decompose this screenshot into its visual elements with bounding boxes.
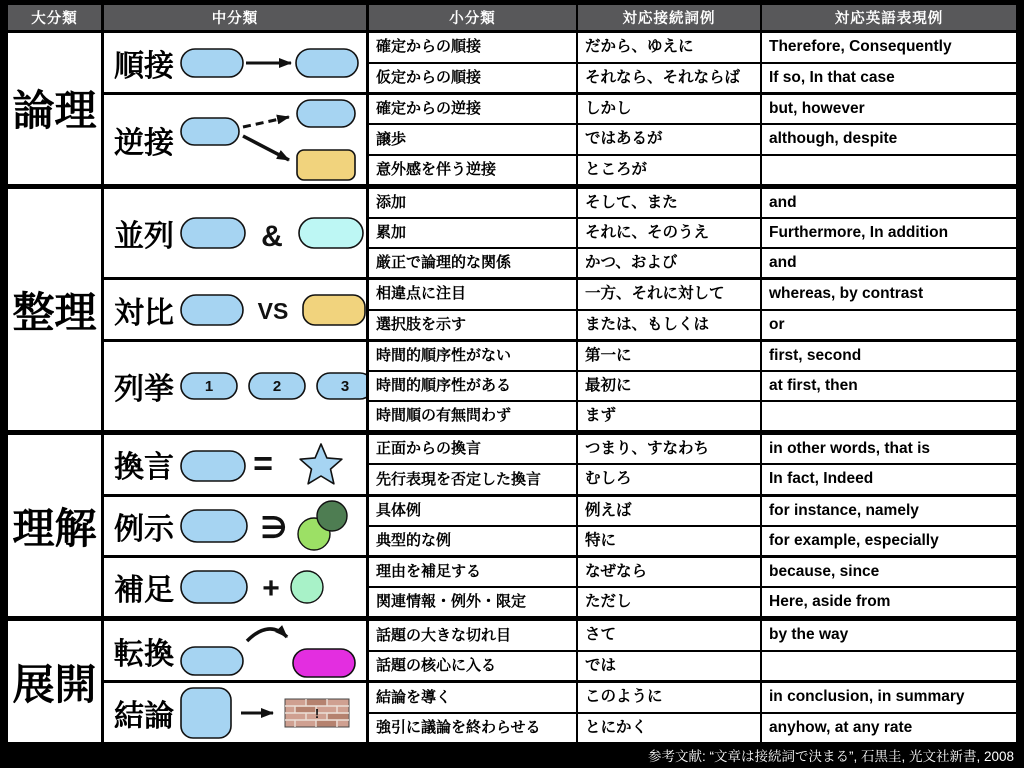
sub-rows [369, 621, 1016, 680]
svg-text:∋: ∋ [260, 511, 288, 545]
table-row [369, 621, 1016, 649]
conjunction-examples-cell: とにかく [578, 714, 760, 742]
sub-rows [369, 280, 1016, 339]
middle-category-cell [104, 435, 366, 493]
conjunction-examples-cell: では [578, 652, 760, 680]
table-row [369, 683, 1016, 711]
conjunction-examples-cell: ただし [578, 588, 760, 616]
english-expressions-cell: whereas, by contrast [762, 280, 1016, 308]
table-row [369, 435, 1016, 463]
conclusion-wall-holder [179, 685, 366, 741]
topic-shift-holder [179, 623, 364, 679]
english-expressions-cell: anyhow, at any rate [762, 714, 1016, 742]
major-category-cell: 理解 [8, 435, 101, 616]
english-expressions-cell: Therefore, Consequently [762, 33, 1016, 62]
major-category-cell: 整理 [8, 189, 101, 430]
minor-category-cell: 累加 [369, 219, 576, 247]
table-row [369, 95, 1016, 123]
category-group [104, 683, 1016, 742]
header-cell: 対応接続詞例 [578, 5, 760, 30]
minor-category-cell: 関連情報・例外・限定 [369, 588, 576, 616]
minor-category-cell: 添加 [369, 189, 576, 217]
english-expressions-cell: and [762, 249, 1016, 277]
table-row [369, 249, 1016, 277]
sequence-arrow-holder [179, 42, 361, 84]
middle-category-label: 対比 [114, 296, 174, 330]
sub-rows [369, 189, 1016, 277]
english-expressions-cell [762, 156, 1016, 184]
header-cell: 中分類 [104, 5, 366, 30]
numbered-list-diagram [179, 370, 366, 402]
brick-wall-icon [285, 699, 349, 727]
middle-category-groups [104, 621, 1016, 742]
equals-star-diagram [179, 440, 364, 488]
topic-shift-diagram [179, 623, 364, 679]
parallel-ampersand-diagram [179, 211, 366, 255]
middle-category-cell [104, 280, 366, 339]
english-expressions-cell [762, 652, 1016, 680]
plus-circle-holder [179, 565, 361, 609]
table-row [369, 497, 1016, 525]
english-expressions-cell: at first, then [762, 372, 1016, 400]
svg-text:+: + [262, 572, 280, 606]
svg-text:=: = [253, 445, 273, 484]
minor-category-cell: 具体例 [369, 497, 576, 525]
minor-category-cell: 話題の核心に入る [369, 652, 576, 680]
middle-category-groups [104, 33, 1016, 184]
equals-star-holder [179, 440, 364, 488]
conjunction-examples-cell: 最初に [578, 372, 760, 400]
minor-category-cell: 正面からの換言 [369, 435, 576, 463]
category-group [104, 95, 1016, 184]
table-row [369, 33, 1016, 62]
category-group [104, 189, 1016, 277]
table-row [369, 558, 1016, 586]
sub-rows [369, 497, 1016, 555]
middle-category-label: 換言 [114, 451, 174, 485]
conjunction-examples-cell: 一方、それに対して [578, 280, 760, 308]
middle-category-cell [104, 189, 366, 277]
minor-category-cell: 相違点に注目 [369, 280, 576, 308]
conjunction-examples-cell: かつ、および [578, 249, 760, 277]
section [8, 435, 1016, 616]
table-row [369, 311, 1016, 339]
contrast-branch-holder [179, 96, 361, 184]
conjunction-examples-cell: それなら、それならば [578, 64, 760, 93]
svg-text:3: 3 [340, 378, 350, 396]
conjunction-examples-cell: それに、そのうえ [578, 219, 760, 247]
svg-text:!: ! [314, 705, 320, 721]
conjunction-examples-cell: ではあるが [578, 125, 760, 153]
table-row [369, 125, 1016, 153]
conjunction-examples-cell: だから、ゆえに [578, 33, 760, 62]
numbered-list-holder [179, 370, 366, 402]
table-row [369, 189, 1016, 217]
conjunction-examples-cell: または、もしくは [578, 311, 760, 339]
conjunction-examples-cell: このように [578, 683, 760, 711]
middle-category-cell [104, 95, 366, 184]
category-group [104, 280, 1016, 339]
minor-category-cell: 強引に議論を終わらせる [369, 714, 576, 742]
plus-circle-diagram [179, 565, 361, 609]
middle-category-label: 転換 [114, 637, 174, 671]
minor-category-cell: 譲歩 [369, 125, 576, 153]
minor-category-cell: 仮定からの順接 [369, 64, 576, 93]
parallel-ampersand-holder [179, 211, 366, 255]
contains-examples-diagram [179, 497, 361, 555]
middle-category-label: 列挙 [114, 373, 174, 407]
middle-category-label: 例示 [114, 512, 174, 546]
middle-category-label: 結論 [114, 699, 174, 733]
english-expressions-cell: although, despite [762, 125, 1016, 153]
category-group [104, 342, 1016, 430]
conjunction-examples-cell: なぜなら [578, 558, 760, 586]
minor-category-cell: 話題の大きな切れ目 [369, 621, 576, 649]
english-expressions-cell: because, since [762, 558, 1016, 586]
conjunction-examples-cell: ところが [578, 156, 760, 184]
english-expressions-cell: or [762, 311, 1016, 339]
versus-holder [179, 288, 366, 332]
conjunction-examples-cell: さて [578, 621, 760, 649]
sub-rows [369, 435, 1016, 493]
middle-category-label: 並列 [114, 220, 174, 253]
table-row [369, 342, 1016, 370]
category-group [104, 558, 1016, 616]
table-row [369, 219, 1016, 247]
sub-rows [369, 33, 1016, 92]
table-row [369, 527, 1016, 555]
minor-category-cell: 時間的順序性がない [369, 342, 576, 370]
english-expressions-cell: Furthermore, In addition [762, 219, 1016, 247]
minor-category-cell: 厳正で論理的な関係 [369, 249, 576, 277]
minor-category-cell: 確定からの逆接 [369, 95, 576, 123]
section [8, 189, 1016, 430]
table-row [369, 714, 1016, 742]
middle-category-cell [104, 33, 366, 92]
table-row [369, 156, 1016, 184]
sub-rows [369, 95, 1016, 184]
english-expressions-cell: If so, In that case [762, 64, 1016, 93]
conjunction-examples-cell: まず [578, 402, 760, 430]
sub-rows [369, 558, 1016, 616]
english-expressions-cell: In fact, Indeed [762, 465, 1016, 493]
minor-category-cell: 時間的順序性がある [369, 372, 576, 400]
english-expressions-cell: in other words, that is [762, 435, 1016, 463]
reference-text: 参考文献: “文章は接続詞で決まる”, 石黒圭, 光文社新書, 2008 [647, 749, 1014, 764]
english-expressions-cell: for example, especially [762, 527, 1016, 555]
reference-footer [8, 745, 1016, 765]
conjunction-examples-cell: むしろ [578, 465, 760, 493]
english-expressions-cell: but, however [762, 95, 1016, 123]
conjunction-examples-cell: 特に [578, 527, 760, 555]
sub-rows [369, 683, 1016, 742]
major-category-cell: 展開 [8, 621, 101, 742]
section [8, 33, 1016, 184]
table-row [369, 588, 1016, 616]
middle-category-label: 逆接 [114, 126, 174, 160]
svg-text:1: 1 [204, 378, 214, 396]
middle-category-cell [104, 621, 366, 680]
conjunction-examples-cell: そして、また [578, 189, 760, 217]
versus-diagram [179, 288, 366, 332]
contains-examples-holder [179, 497, 361, 555]
table-row [369, 652, 1016, 680]
table-row [369, 372, 1016, 400]
middle-category-cell [104, 342, 366, 430]
conclusion-wall-diagram [179, 685, 366, 741]
english-expressions-cell: in conclusion, in summary [762, 683, 1016, 711]
minor-category-cell: 選択肢を示す [369, 311, 576, 339]
conjunction-examples-cell: しかし [578, 95, 760, 123]
middle-category-label: 順接 [114, 49, 174, 83]
table-row [369, 402, 1016, 430]
svg-text:2: 2 [272, 378, 282, 396]
table-row [369, 280, 1016, 308]
sequence-arrow-diagram [179, 42, 361, 84]
english-expressions-cell: for instance, namely [762, 497, 1016, 525]
table-row [369, 465, 1016, 493]
sub-rows [369, 342, 1016, 430]
english-expressions-cell: by the way [762, 621, 1016, 649]
major-category-cell: 論理 [8, 33, 101, 184]
minor-category-cell: 先行表現を否定した換言 [369, 465, 576, 493]
header-cell: 対応英語表現例 [762, 5, 1016, 30]
section [8, 621, 1016, 742]
table-body [8, 33, 1016, 742]
table-header-row [8, 5, 1016, 30]
header-cell: 小分類 [369, 5, 576, 30]
minor-category-cell: 結論を導く [369, 683, 576, 711]
minor-category-cell: 時間順の有無問わず [369, 402, 576, 430]
minor-category-cell: 確定からの順接 [369, 33, 576, 62]
middle-category-label: 補足 [114, 574, 174, 608]
svg-text:&: & [261, 220, 283, 253]
middle-category-cell [104, 558, 366, 616]
middle-category-groups [104, 189, 1016, 430]
minor-category-cell: 典型的な例 [369, 527, 576, 555]
category-group [104, 621, 1016, 680]
middle-category-cell [104, 497, 366, 555]
middle-category-cell [104, 683, 366, 742]
conjunction-examples-cell: 第一に [578, 342, 760, 370]
conjunction-examples-cell: 例えば [578, 497, 760, 525]
category-group [104, 435, 1016, 493]
category-group [104, 497, 1016, 555]
minor-category-cell: 意外感を伴う逆接 [369, 156, 576, 184]
conjunction-examples-cell: つまり、すなわち [578, 435, 760, 463]
english-expressions-cell [762, 402, 1016, 430]
english-expressions-cell: first, second [762, 342, 1016, 370]
contrast-branch-diagram [179, 96, 361, 184]
middle-category-groups [104, 435, 1016, 616]
english-expressions-cell: Here, aside from [762, 588, 1016, 616]
minor-category-cell: 理由を補足する [369, 558, 576, 586]
english-expressions-cell: and [762, 189, 1016, 217]
header-cell: 大分類 [8, 5, 101, 30]
svg-text:VS: VS [257, 297, 289, 324]
table-row [369, 64, 1016, 93]
category-group [104, 33, 1016, 92]
